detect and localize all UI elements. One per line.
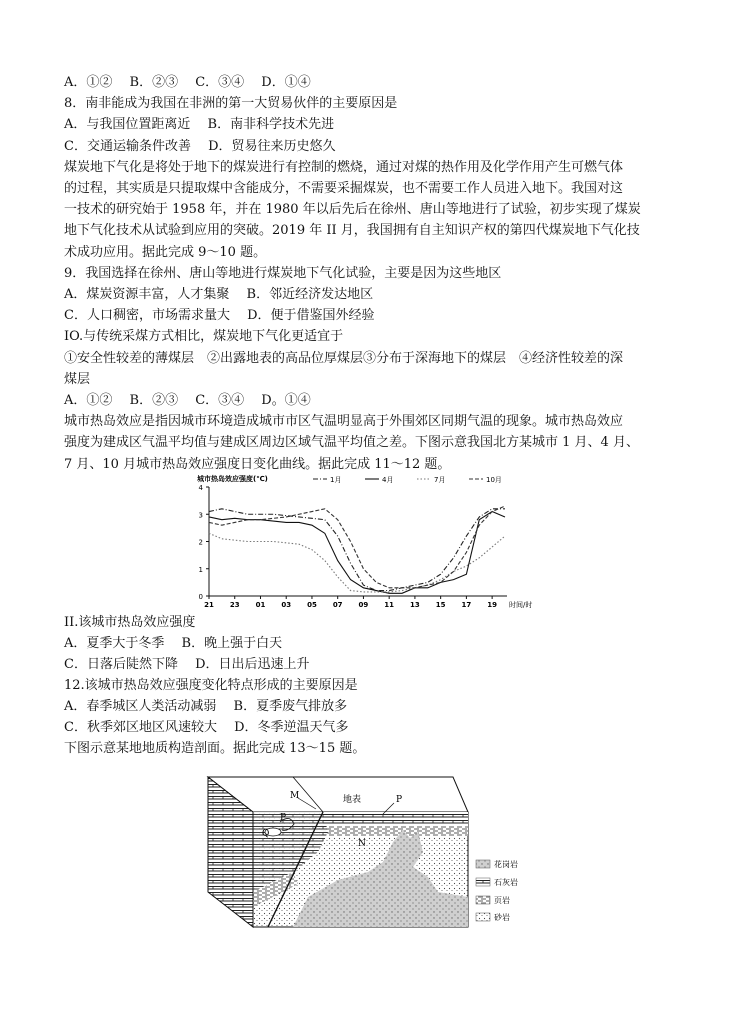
legend-label: 4月 — [382, 476, 394, 484]
x-tick-label: 09 — [358, 601, 369, 609]
x-tick-label: 19 — [487, 601, 498, 609]
legend-limestone: 石灰岩 — [494, 878, 518, 887]
text-line: 强度为建成区气温平均值与建成区周边区域气温平均值之差。下图示意我国北方某城市 1 月、4 月、 — [64, 435, 639, 451]
text-line: 一技术的研究始于 1958 年，并在 1980 年以后先后在徐州、唐山等地进行了试验，初步实现了煤炭 — [64, 202, 641, 218]
x-tick-label: 17 — [461, 601, 472, 609]
text-line: C．日落后陡然下降 D．日出后迅速上升 — [64, 657, 310, 672]
label-n: N — [358, 839, 366, 849]
text-line: 术成功应用。据此完成 9～10 题。 — [64, 244, 267, 260]
heat-island-chart — [195, 473, 540, 618]
x-tick-label: 03 — [281, 601, 292, 609]
legend-sandstone: 砂岩 — [494, 913, 510, 922]
text-line: C．秋季郊区地区风速较大 D．冬季逆温天气多 — [64, 720, 349, 735]
y-tick-label: 3 — [198, 511, 203, 520]
label-q: Q — [262, 829, 270, 839]
legend-shale: 页岩 — [494, 896, 510, 905]
text-line: 9．我国选择在徐州、唐山等地进行煤炭地下气化试验，主要是因为这些地区 — [64, 265, 502, 281]
legend-label: 10月 — [486, 476, 502, 484]
text-line: A．春季城区人类活动减弱 B．夏季废气排放多 — [64, 699, 348, 714]
text-line: 地下气化技术从试验到应用的突破。2019 年 II 月，我国拥有自主知识产权的第四代煤炭地下气化技 — [64, 223, 640, 239]
legend-label: 7月 — [434, 476, 446, 484]
x-tick-label: 01 — [255, 601, 266, 609]
x-axis-label: 时间/时 — [509, 601, 533, 609]
y-tick-label: 2 — [198, 538, 203, 547]
geologic-section-figure — [198, 772, 548, 932]
geo-legend — [476, 859, 518, 922]
text-line: ①安全性较差的薄煤层 ②出露地表的高品位厚煤层③分布于深海地下的煤层 ④经济性较差的深 — [64, 350, 624, 366]
y-axis-label: 城市热岛效应强度(℃) — [197, 475, 268, 483]
x-tick-label: 15 — [435, 601, 446, 609]
text-line: 城市热岛效应是指因城市环境造成城市市区气温明显高于外围郊区同期气温的现象。城市热岛效应 — [64, 414, 624, 430]
text-line: II.该城市热岛效应强度 — [64, 615, 196, 630]
text-line: 7 月、10 月城市热岛效应强度日变化曲线。据此完成 11～12 题。 — [64, 456, 451, 472]
y-tick-label: 4 — [198, 484, 203, 492]
label-p-right: P — [396, 795, 403, 805]
x-tick-label: 23 — [229, 601, 240, 609]
label-m: M — [290, 791, 300, 801]
text-line: A．夏季大于冬季 B．晚上强于白天 — [64, 636, 283, 651]
series-line-1月 — [209, 509, 505, 591]
text-line: 煤炭地下气化是将处于地下的煤炭进行有控制的燃烧，通过对煤的热作用及化学作用产生可燃气体 — [64, 159, 624, 175]
text-line: C．交通运输条件改善 D．贸易往来历史悠久 — [64, 138, 336, 154]
legend-label: 1月 — [330, 476, 342, 484]
label-surface: 地表 — [343, 795, 362, 805]
x-tick-label: 05 — [307, 601, 317, 609]
text-line: 煤层 — [64, 371, 91, 387]
text-line: A．①② B．②③ C．③④ D．①④ — [64, 75, 311, 90]
x-tick-label: 11 — [384, 601, 395, 609]
y-tick-label: 1 — [198, 565, 203, 574]
text-line: A．煤炭资源丰富，人才集聚 B．邻近经济发达地区 — [64, 287, 374, 302]
y-tick-label: 0 — [198, 593, 203, 601]
text-line: 8．南非能成为我国在非洲的第一大贸易伙伴的主要原因是 — [64, 96, 398, 112]
x-tick-label: 13 — [410, 601, 420, 609]
text-line: 12.该城市热岛效应强度变化特点形成的主要原因是 — [64, 678, 358, 693]
text-line: 的过程，其实质是只提取煤中含能成分，不需要采掘煤炭，也不需要工作人员进入地下。我国对这 — [64, 181, 624, 196]
x-tick-label: 21 — [204, 601, 214, 609]
text-line: 下图示意某地地质构造剖面。据此完成 13～15 题。 — [64, 741, 366, 756]
series-line-4月 — [209, 512, 505, 594]
text-line: A．①② B．②③ C．③④ D。①④ — [64, 393, 311, 408]
legend-granite: 花岗岩 — [494, 860, 518, 869]
series-line-10月 — [209, 506, 505, 588]
text-line: A．与我国位置距离近 B．南非科学技术先进 — [64, 117, 335, 133]
text-line: IO.与传统采煤方式相比，煤炭地下气化更适宜于 — [64, 329, 344, 345]
x-tick-label: 07 — [332, 601, 343, 609]
text-line: C．人口稠密，市场需求量大 D．便于借鉴国外经验 — [64, 308, 375, 324]
label-p-left: P — [280, 813, 287, 823]
